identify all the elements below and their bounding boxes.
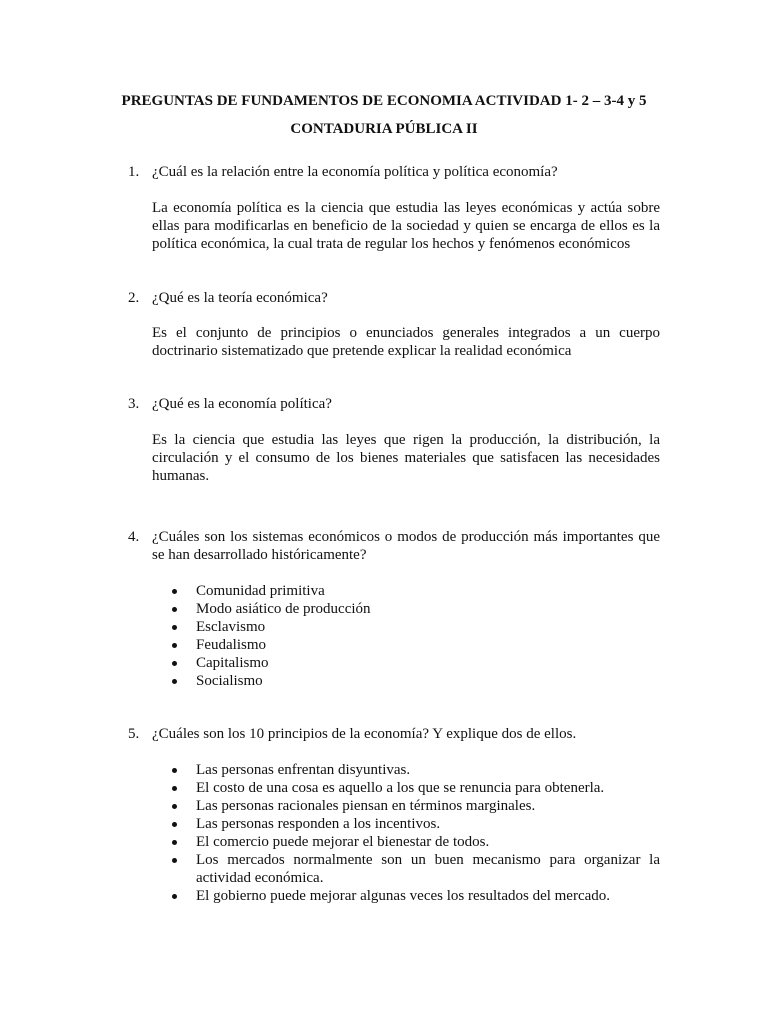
list-item: Las personas responden a los incentivos. xyxy=(152,815,660,833)
question-text: ¿Cuáles son los sistemas económicos o modos de producción más importantes que se han desarrollado históricamente? xyxy=(152,529,660,563)
list-item: Los mercados normalmente son un buen mecanismo para organizar la actividad económica. xyxy=(152,851,660,887)
question-text: ¿Cuál es la relación entre la economía política y política economía? xyxy=(152,164,558,180)
bullet-icon xyxy=(172,840,177,845)
bullet-icon xyxy=(172,679,177,684)
bullet-icon xyxy=(172,894,177,899)
list-item: El gobierno puede mejorar algunas veces los resultados del mercado. xyxy=(152,887,660,905)
principles-list xyxy=(152,761,660,905)
document-subtitle: CONTADURIA PÚBLICA II xyxy=(290,121,478,137)
list-item: Las personas enfrentan disyuntivas. xyxy=(152,761,660,779)
list-item: Capitalismo xyxy=(152,654,660,672)
answer-3: Es la ciencia que estudia las leyes que rigen la producción, la distribución, la circulación y el consumo de los bienes materiales que satisfacen las necesidades humanas. xyxy=(152,432,660,484)
question-1 xyxy=(128,163,660,181)
question-3 xyxy=(128,395,660,413)
list-item: Socialismo xyxy=(152,672,660,690)
bullet-icon xyxy=(172,661,177,666)
list-item: Comunidad primitiva xyxy=(152,582,660,600)
question-number: 4. xyxy=(128,529,140,545)
question-text: ¿Qué es la teoría económica? xyxy=(152,290,328,306)
bullet-icon xyxy=(172,625,177,630)
bullet-icon xyxy=(172,786,177,791)
bullet-icon xyxy=(172,589,177,594)
list-item: El comercio puede mejorar el bienestar de todos. xyxy=(152,833,660,851)
question-number: 2. xyxy=(128,290,140,306)
bullet-icon xyxy=(172,822,177,827)
document-title: PREGUNTAS DE FUNDAMENTOS DE ECONOMIA ACTIVIDAD 1- 2 – 3-4 y 5 xyxy=(121,93,647,109)
bullet-icon xyxy=(172,804,177,809)
bullet-icon xyxy=(172,858,177,863)
bullet-icon xyxy=(172,643,177,648)
question-text: ¿Cuáles son los 10 principios de la economía? Y explique dos de ellos. xyxy=(152,726,577,742)
bullet-icon xyxy=(172,607,177,612)
answer-2: Es el conjunto de principios o enunciados generales integrados a un cuerpo doctrinario sistematizado que pretende explicar la realidad económica xyxy=(152,325,660,359)
question-number: 3. xyxy=(128,396,140,412)
list-item: Esclavismo xyxy=(152,618,660,636)
list-item: El costo de una cosa es aquello a los que se renuncia para obtenerla. xyxy=(152,779,660,797)
question-text: ¿Qué es la economía política? xyxy=(152,396,332,412)
list-item: Feudalismo xyxy=(152,636,660,654)
production-modes-list xyxy=(152,582,660,690)
question-4 xyxy=(128,528,660,564)
list-item: Modo asiático de producción xyxy=(152,600,660,618)
bullet-icon xyxy=(172,768,177,773)
question-5 xyxy=(128,725,660,743)
question-number: 5. xyxy=(128,726,140,742)
question-2 xyxy=(128,289,660,307)
list-item: Las personas racionales piensan en términos marginales. xyxy=(152,797,660,815)
answer-1: La economía política es la ciencia que estudia las leyes económicas y actúa sobre ellas para modificarlas en beneficio de la sociedad y quien se encarga de ellos es la política económica, la cual trata de regular los hechos y fenómenos económicos xyxy=(152,200,660,252)
question-number: 1. xyxy=(128,164,140,180)
